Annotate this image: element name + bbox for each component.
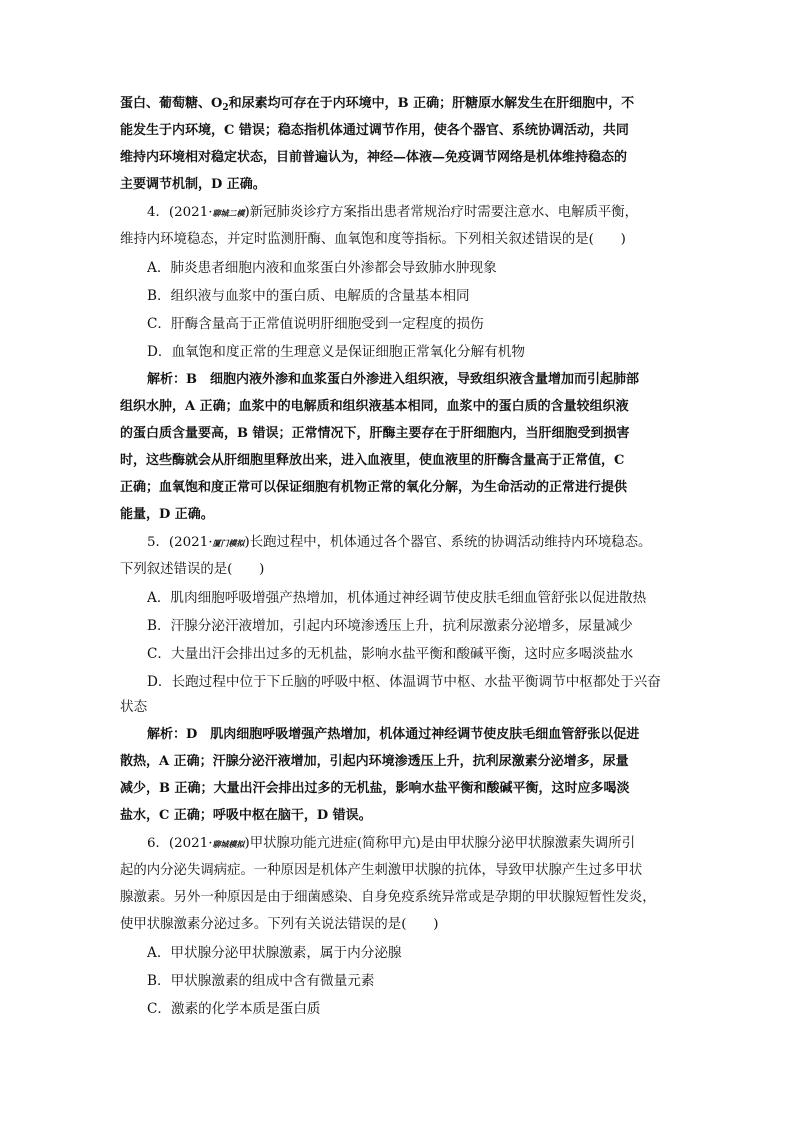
intro-line-1 <box>120 94 680 118</box>
q6-option-a: A．甲状腺分泌甲状腺激素，属于内分泌腺 <box>147 945 402 961</box>
q4-analysis-line-6: 能量，D 正确。 <box>120 507 214 522</box>
q6-stem-text: )甲状腺功能亢进症(简称甲亢)是由甲状腺分泌甲状腺激素失调所引 <box>244 836 636 851</box>
q5-source: 厦门模拟 <box>212 538 245 548</box>
q4-option-d: D．血氧饱和度正常的生理意义是保证细胞正常氧化分解有机物 <box>147 344 525 360</box>
intro-text-a: 蛋白、葡萄糖、O <box>120 96 223 111</box>
q4-analysis-line-3: 的蛋白质含量要高，B 错误；正常情况下，肝酶主要存在于肝细胞内，当肝细胞受到损害 <box>120 426 630 441</box>
intro-text-b: 和尿素均可存在于内环境中，B 正确；肝糖原水解发生在肝细胞中，不 <box>228 96 635 111</box>
q5-analysis-line-1: 解析：D 肌肉细胞呼吸增强产热增加，机体通过神经调节使皮肤毛细血管舒张以促进 <box>147 727 640 742</box>
q5-analysis-line-2: 散热，A 正确；汗腺分泌汗液增加，引起内环境渗透压上升，抗利尿激素分泌增多，尿量 <box>120 754 629 769</box>
q5-option-c: C．大量出汗会排出过多的无机盐，影响水盐平衡和酸碱平衡，这时应多喝淡盐水 <box>147 646 634 662</box>
q4-option-c: C．肝酶含量高于正常值说明肝细胞受到一定程度的损伤 <box>147 316 484 332</box>
q6-stem-line-4: 使甲状腺激素分泌过多。下列有关说法错误的是( ) <box>120 917 439 932</box>
q6-option-c: C．激素的化学本质是蛋白质 <box>147 1001 321 1017</box>
q6-number: 6．(2021· <box>147 836 213 851</box>
q5-analysis-line-4: 盐水，C 正确；呼吸中枢在脑干，D 错误。 <box>120 808 372 823</box>
intro-line-4: 主要调节机制，D 正确。 <box>120 177 266 192</box>
q6-stem-line-3: 腺激素。另外一种原因是由于细菌感染、自身免疫系统异常或是孕期的甲状腺短暂性发炎， <box>120 890 656 905</box>
q5-option-d: D．长跑过程中位于下丘脑的呼吸中枢、体温调节中枢、水盐平衡调节中枢都处于兴奋 <box>147 674 661 690</box>
q4-analysis-line-4: 时，这些酶就会从肝细胞里释放出来，进入血液里，使血液里的肝酶含量高于正常值，C <box>120 453 625 468</box>
q6-stem-line-2: 起的内分泌失调病症。一种原因是机体产生刺激甲状腺的抗体，导致甲状腺产生过多甲状 <box>120 863 643 878</box>
q4-number: 4．(2021· <box>147 205 213 220</box>
q5-option-b: B．汗腺分泌汗液增加，引起内环境渗透压上升，抗利尿激素分泌增多，尿量减少 <box>147 618 633 634</box>
q4-stem-text: )新冠肺炎诊疗方案指出患者常规治疗时需要注意水、电解质平衡， <box>244 205 639 220</box>
q5-number: 5．(2021· <box>147 535 213 550</box>
q4-source: 聊城二模 <box>212 208 245 218</box>
q5-stem-line-1 <box>147 533 707 553</box>
q4-analysis-line-2: 组织水肿，A 正确；血浆中的电解质和组织液基本相同，血浆中的蛋白质的含量较组织液 <box>120 399 629 414</box>
q4-analysis-line-5: 正确；血氧饱和度正常可以保证细胞有机物正常的氧化分解，为生命活动的正常进行提供 <box>120 480 628 495</box>
q5-option-d-continued: 状态 <box>120 699 148 715</box>
q4-stem-line-1 <box>147 203 707 223</box>
q4-analysis-line-1: 解析：B 细胞内液外渗和血浆蛋白外渗进入组织液，导致组织液含量增加而引起肺部 <box>147 372 639 387</box>
q6-source: 聊城模拟 <box>212 839 245 849</box>
q4-option-b: B．组织液与血浆中的蛋白质、电解质的含量基本相同 <box>147 288 470 304</box>
q5-analysis-line-3: 减少，B 正确；大量出汗会排出过多的无机盐，影响水盐平衡和酸碱平衡，这时应多喝淡 <box>120 781 630 796</box>
q4-stem-line-2: 维持内环境稳态，并定时监测肝酶、血氧饱和度等指标。下列相关叙述错误的是( ) <box>120 232 626 247</box>
intro-line-3: 维持内环境相对稳定状态，目前普遍认为，神经—体液—免疫调节网络是机体维持稳态的 <box>120 150 628 165</box>
intro-line-2: 能发生于内环境，C 错误；稳态指机体通过调节作用，使各个器官、系统协调活动，共同 <box>120 123 629 138</box>
q5-stem-text: )长跑过程中，机体通过各个器官、系统的协调活动维持内环境稳态。 <box>244 535 652 550</box>
q4-option-a: A．肺炎患者细胞内液和血浆蛋白外渗都会导致肺水肿现象 <box>147 260 497 276</box>
q5-option-a: A．肌肉细胞呼吸增强产热增加，机体通过神经调节使皮肤毛细血管舒张以促进散热 <box>147 590 647 606</box>
q6-option-b: B．甲状腺激素的组成中含有微量元素 <box>147 973 375 989</box>
q5-stem-line-2: 下列叙述错误的是( ) <box>120 562 265 577</box>
q6-stem-line-1 <box>147 834 707 854</box>
subscript-2: 2 <box>222 103 229 113</box>
